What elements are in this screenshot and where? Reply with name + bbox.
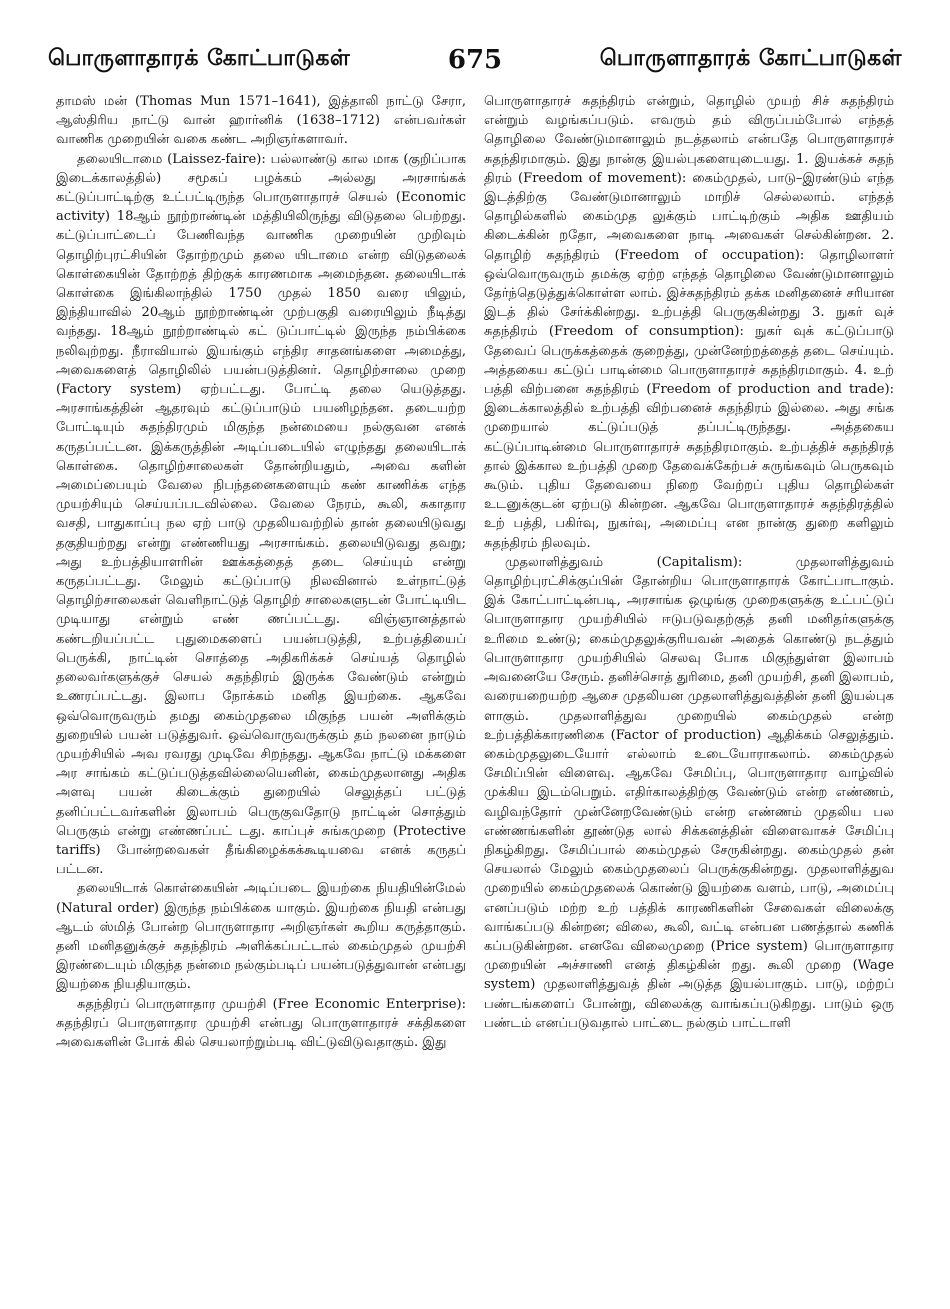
paragraph: தாமஸ் மன் (Thomas Mun 1571–1641), இத்தாலி நாட்டு சேரா, ஆஸ்திரிய நாட்டு வான் ஹார்னிக் (1638–1712) என்பவர்கள் வாணிக முறையின் வகை கண்ட அறிஞர்களாவர். [56,94,466,148]
paragraph: பொருளாதாரச் சுதந்திரம் என்றும், தொழில் முயற் சிச் சுதந்திரம் என்றும் வழங்கப்படும். எவரும் தம் விருப்பம்போல் எந்தத் தொழிலை வேண்டுமானாலும் நடத்தலாம் என்பதே பொருளாதாரச் சுதந்திரமாகும். இது நான்கு இயல்புகளையுடையது. 1. இயக்கச் சுதந் திரம் (Freedom of movement): கைம்முதல், பாடு–இரண்டும் எந்த இடத்திற்கு வேண்டுமானாலும் மாறிச் செல்லலாம். எந்தத் தொழில்களில் கைம்முத லுக்கும் பாட்டிற்கும் அதிக ஊதியம் கிடைக்கின் றதோ, அவைகளை நாடி அவைகள் செல்கின்றன. 2. தொழிற் சுதந்திரம் (Freedom of occupation): தொழிலாளர் ஒவ்வொருவரும் தமக்கு ஏற்ற எந்தத் தொழிலை வேண்டுமானாலும் தேர்ந்தெடுத்துக்கொள்ள லாம். இச்சுதந்திரம் தக்க மனிதனைச் சரியான இடத் தில் சேர்க்கின்றது. உற்பத்தி பெருகுகின்றது 3. நுகர் வுச் சுதந்திரம் (Freedom of consumption): நுகர் வுக் கட்டுப்பாடு தேவைப் பெருக்கத்தைக் குறைத்து, முன்னேற்றத்தைத் தடை செய்யும். அத்தகைய கட்டுப் பாடின்மை பொருளாதாரச் சுதந்திரமாகும். 4. உற் பத்தி விற்பனை சுதந்திரம் (Freedom of production and trade): இடைக்காலத்தில் உற்பத்தி விற்பனைச் சுதந்திரம் இல்லை. அது சங்க முறையால் கட்டுப்படுத் தப்பட்டிருந்தது. அத்தகைய கட்டுப்பாடின்மை பொருளாதாரச் சுதந்திரமாகும். உற்பத்திச் சுதந்திரத் தால் இக்கால உற்பத்தி முறை தேவைக்கேற்பச் சுருங்கவும் பெருகவும் கூடும். புதிய தேவையை நிறை வேற்றப் புதிய தொழில்கள் உடனுக்குடன் ஏற்படு கின்றன. ஆகவே பொருளாதாரச் சுதந்திரத்தில் உற் பத்தி, பகிர்வு, நுகர்வு, அமைப்பு என நான்கு துறை களிலும் சுதந்திரம் நிலவும். [484,94,894,551]
body-columns [56,92,894,1292]
paragraph: தலையிடாக் கொள்கையின் அடிப்படை இயற்கை நியதியின்மேல் (Natural order) இருந்த நம்பிக்கை யாகும். இயற்கை நியதி என்பது ஆடம் ஸ்மித் போன்ற பொருளாதார அறிஞர்கள் கூறிய கருத்தாகும். தனி மனிதனுக்குச் சுதந்திரம் அளிக்கப்பட்டால் கைம்முதல் முயற்சி இரண்டையும் மிகுந்த நன்மை நல்கும்படிப் பயன்படுத்துவான் என்பது இயற்கை நியதியாகும். [56,881,466,993]
running-title-right: பொருளாதாரக் கோட்பாடுகள் [599,46,902,71]
page-number: 675 [447,45,503,75]
left-column [56,92,466,1292]
paragraph: தலையிடாமை (Laissez-faire): பல்லாண்டு கால மாக (குறிப்பாக இடைக்காலத்தில்) சமூகப் பழக்கம் அல்லது அரசாங்கக் கட்டுப்பாட்டிற்கு உட்பட்டிருந்த பொருளாதாரச் செயல் (Economic activity) 18ஆம் நூற்றாண்டின் மத்தியிலிருந்து விடுதலை பெற்றது. கட்டுப்பாட்டைப் பேணிவந்த வாணிக முறையின் முறிவும் தொழிற்புரட்சியின் தோற்றமும் தலை யிடாமை என்ற விடுதலைக் கொள்கையின் தோற்றத் திற்குக் காரணமாக அமைந்தன. தலையிடாக் கொள்கை இங்கிலாந்தில் 1750 முதல் 1850 வரை யிலும், இந்தியாவில் 20ஆம் நூற்றாண்டின் முற்பகுதி வரையிலும் நீடித்து வந்தது. 18ஆம் நூற்றாண்டில் கட் டுப்பாட்டில் இருந்த நம்பிக்கை நலிவுற்றது. நீராவியால் இயங்கும் எந்திர சாதனங்களை அமைத்து, அவைகளைத் தொழிலில் பயன்படுத்தினர். தொழிற்சாலை முறை (Factory system) ஏற்பட்டது. போட்டி தலை யெடுத்தது. அரசாங்கத்தின் ஆதரவும் கட்டுப்பாடும் பயனிழந்தன. தடையற்ற போட்டியும் சுதந்திரமும் மிகுந்த நன்மையை நல்குவன எனக் கருதப்பட்டன. இக்கருத்தின் அடிப்படையில் எழுந்தது தலையிடாக் கொள்கை. தொழிற்சாலைகள் தோன்றியதும், அவை களின் அமைப்பையும் வேலை நிபந்தனைகளையும் கண் காணிக்க எந்த முயற்சியும் செய்யப்படவில்லை. வேலை நேரம், கூலி, சுகாதார வசதி, பாதுகாப்பு நல ஏற் பாடு முதலியவற்றில் தான் தலையிடுவது தகுதியற்றது என்று எண்ணியது அரசாங்கம். தலையிடுவது தவறு; அது உற்பத்தியாளரின் ஊக்கத்தைத் தடை செய்யும் என்று கருதப்பட்டது. மேலும் கட்டுப்பாடு நிலவினால் உள்நாட்டுத் தொழிற்சாலைகள் வெளிநாட்டுத் தொழிற் சாலைகளுடன் போட்டியிட முடியாது என்றும் எண் ணப்பட்டது. விஞ்ஞானத்தால் கண்டறியப்பட்ட புதுமைகளைப் பயன்படுத்தி, உற்பத்தியைப் பெருக்கி, நாட்டின் சொத்தை அதிகரிக்கச் செய்யத் தொழில் தலைவர்களுக்குச் செயல் சுதந்திரம் இருக்க வேண்டும் என்றும் உணரப்பட்டது. இலாப நோக்கம் மனித இயற்கை. ஆகவே ஒவ்வொருவரும் தமது கைம்முதலை மிகுந்த பயன் அளிக்கும் துறையில் பயன் படுத்துவர். ஒவ்வொருவருக்கும் தம் நலனை நாடும் முயற்சியில் அவ ரவரது முடிவே சிறந்தது. ஆகவே நாட்டு மக்களை அர சாங்கம் கட்டுப்படுத்தவில்லையெனின், கைம்முதலானது அதிக அளவு பயன் கிடைக்கும் துறையில் செலுத்தப் பட்டுத் தனிப்பட்டவர்களின் இலாபம் பெருகுவதோடு நாட்டின் சொத்தும் பெருகும் என்று எண்ணப்பட் டது. காப்புச் சுங்கமுறை (Protective tariffs) போன்றவைகள் தீங்கிழைக்கக்கூடியவை எனக் கருதப் பட்டன. [56,151,466,878]
right-column [484,92,894,1292]
paragraph: முதலாளித்துவம் (Capitalism): முதலாளித்துவம் தொழிற்புரட்சிக்குப்பின் தோன்றிய பொருளாதாரக் கோட்பாடாகும். இக் கோட்பாட்டின்படி, அரசாங்க ஒழுங்கு முறைகளுக்கு உட்பட்டுப் பொருளாதார முயற்சியில் ஈடுபடுவதற்குத் தனி மனிதர்களுக்கு உரிமை உண்டு; கைம்முதலுக்குரியவன் அதைக் கொண்டு நடத்தும் பொருளாதார முயற்சியில் செலவு போக மிகுந்துள்ள இலாபம் அவனையே சேரும். தனிச்சொத் துரிமை, தனி முயற்சி, தனி இலாபம், வரையறையற்ற ஆசை முதலியன முதலாளித்துவத்தின் தனி இயல்புக ளாகும். முதலாளித்துவ முறையில் கைம்முதல் என்ற உற்பத்திக்காரணிகை (Factor of production) ஆதிக்கம் செலுத்தும். கைம்முதலுடையோர் எல்லாம் உடையோராகலாம். கைம்முதல் சேமிப்பின் விளைவு. ஆகவே சேமிப்பு, பொருளாதார வாழ்வில் முக்கிய இடம்பெறும். எதிர்காலத்திற்கு வேண்டும் என்ற எண்ணம், வழிவந்தோர் முன்னேறவேண்டும் என்ற எண்ணம் முதலிய பல எண்ணங்களின் தூண்டுத லால் சிக்கனத்தின் விளைவாகச் சேமிப்பு நிகழ்கிறது. சேமிப்பால் கைம்முதல் சேருகின்றது. கைம்முதல் தன் செயலால் மேலும் கைம்முதலைப் பெருக்குகின்றது. முதலாளித்துவ முறையில் கைம்முதலைக் கொண்டு இயற்கை வளம், பாடு, அமைப்பு எனப்படும் மற்ற உற் பத்திக் காரணிகளின் சேவைகள் விலைக்கு வாங்கப்படு கின்றன; விலை, கூலி, வட்டி என்பன பணத்தால் கணிக் கப்படுகின்றன. எனவே விலைமுறை (Price system) பொருளாதார முறையின் அச்சாணி எனத் திகழ்கின் றது. கூலி முறை (Wage system) முதலாளித்துவத் தின் அடுத்த இயல்பாகும். பாடு, மற்றப் பண்டங்களைப் போன்று, விலைக்கு வாங்கப்படுகிறது. பாடும் ஒரு பண்டம் எனப்படுவதால் பாட்டை நல்கும் பாட்டாளி [484,554,894,1031]
page-header [48,42,902,78]
running-title-left: பொருளாதாரக் கோட்பாடுகள் [48,46,351,71]
paragraph: சுதந்திரப் பொருளாதார முயற்சி (Free Economic Enterprise): சுதந்திரப் பொருளாதார முயற்சி என்பது பொருளாதாரச் சக்திகளை அவைகளின் போக் கில் செயலாற்றும்படி விட்டுவிடுவதாகும். இது [56,996,466,1050]
